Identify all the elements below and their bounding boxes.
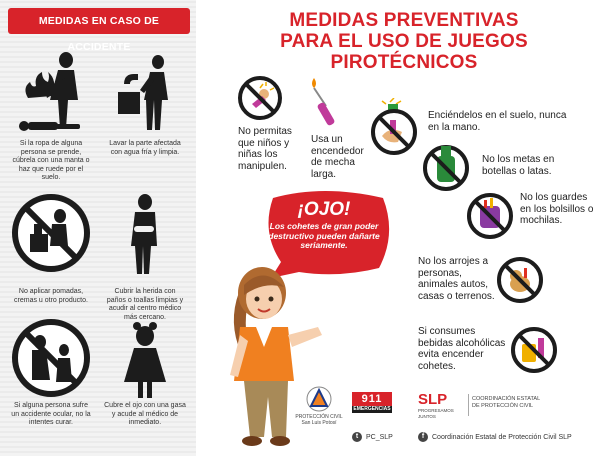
twitter-icon: t (352, 432, 362, 442)
no-cream-prohibited-icon (6, 188, 96, 288)
logo-911-subtitle: EMERGENCIAS (353, 406, 391, 412)
slp-logo (418, 392, 468, 420)
accident-measures-panel (0, 0, 196, 456)
tile-cover-wound (100, 188, 190, 322)
proteccion-civil-logo-icon (306, 386, 332, 412)
warning-title: ¡OJO! (297, 199, 351, 220)
no-children-fireworks-icon (236, 74, 284, 122)
long-lighter-icon (300, 72, 340, 132)
accident-panel-header: MEDIDAS EN CASO DE ACCIDENTE (8, 8, 190, 34)
page-title (214, 10, 594, 73)
twitter-handle: PC_SLP (366, 433, 393, 441)
slp-logo-subtitle: PROGRESAMOS JUNTOS (418, 408, 454, 419)
facebook-link[interactable] (418, 432, 572, 442)
logo1-subtitle: San Luis Potosí (301, 420, 337, 426)
warning-text (268, 200, 380, 251)
facebook-icon: f (418, 432, 428, 442)
tile-caption: Si la ropa de alguna persona se prende, cúbrela con una manta o haz que ruede por el suelo. (12, 140, 90, 181)
tip-no-pockets: No los guardes en los bolsillos o mochilas. (520, 192, 594, 226)
proteccion-civil-logo-text (292, 414, 346, 426)
logo-divider (468, 394, 469, 416)
tile-no-creams (6, 188, 96, 305)
tile-caption: Cubre el ojo con una gasa y acude al médico de inmediato. (104, 402, 186, 426)
tile-wash-water (100, 40, 190, 157)
tile-caption: Cubrir la herida con paños o toallas limpias y acudir al centro médico más cercano. (106, 288, 184, 321)
tip-long-lighter: Usa un encendedor de mecha larga. (311, 134, 364, 180)
tip-no-children: No permitas que niños y niñas los manipulen. (238, 126, 292, 172)
tip-no-throwing: No los arrojes a personas, animales autos, casas o terrenos. (418, 256, 495, 302)
tile-clothes-fire (6, 40, 96, 183)
tip-no-alcohol: Si consumes bebidas alcohólicas evita encender cohetes. (418, 326, 506, 372)
washing-hand-icon (100, 40, 190, 140)
girl-eye-patch-icon (100, 316, 190, 402)
no-touch-eye-prohibited-icon (6, 316, 96, 402)
title-line-1: MEDIDAS PREVENTIVAS (289, 10, 519, 31)
tile-caption: Si alguna persona sufre un accidente ocular, no la intentes curar. (11, 402, 91, 426)
title-line-2: PARA EL USO DE JUEGOS PIROTÉCNICOS (280, 31, 528, 73)
emergencias-911-logo (352, 392, 392, 413)
logo-911-number: 911 (352, 392, 392, 406)
tip-no-bottles: No los metas en botellas o latas. (482, 154, 555, 177)
person-holding-arm-icon (100, 188, 190, 288)
slp-logo-text: SLP (418, 391, 448, 408)
logo1-title: PROTECCIÓN CIVIL (295, 414, 343, 420)
warning-body: Los cohetes de gran poder destructivo pueden dañarte seriamente. (268, 221, 380, 250)
person-covering-burning-person-icon (6, 40, 96, 140)
twitter-link[interactable] (352, 432, 393, 442)
no-bottle-icon (420, 140, 472, 192)
no-hand-lighting-icon (368, 98, 420, 156)
coordinacion-estatal-text: COORDINACIÓN ESTATAL DE PROTECCIÓN CIVIL (472, 396, 540, 409)
facebook-page: Coordinación Estatal de Protección Civil SLP (432, 433, 572, 441)
no-throw-at-animals-icon (494, 254, 546, 306)
tip-light-on-ground: Enciéndelos en el suelo, nunca en la mano. (428, 110, 567, 133)
tile-eye-accident (6, 316, 96, 428)
no-backpack-icon (464, 190, 516, 242)
no-alcohol-icon (508, 324, 560, 376)
tile-cover-eye (100, 316, 190, 428)
tile-caption: No aplicar pomadas, cremas u otro producto. (14, 288, 88, 304)
tile-caption: Lavar la parte afectada con agua fría y limpia. (109, 140, 181, 156)
